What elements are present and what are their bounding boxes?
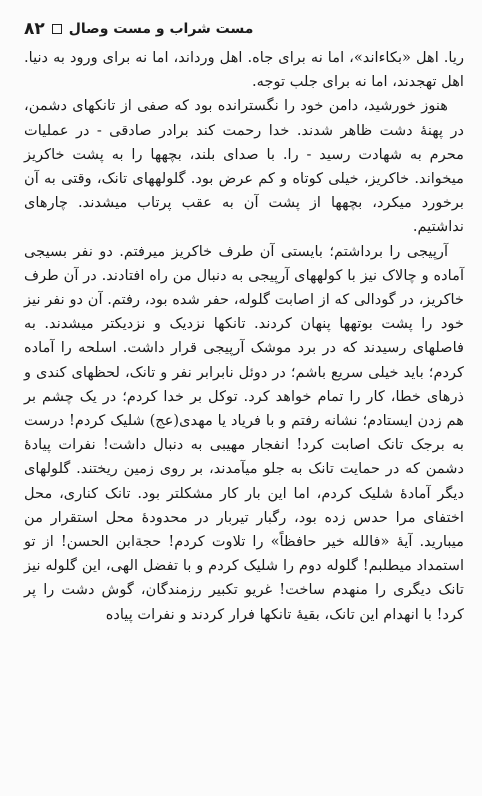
- page-header: [24, 12, 464, 46]
- running-title: مست شراب و مست وصال: [68, 21, 254, 37]
- paragraph: ریا. اهل «بکاءاند»، اما نه برای جاه. اهل ورداند، اما نه برای ورود به دنیا. اهل تهجدند، اما نه برای جلب توجه.: [24, 49, 464, 91]
- paragraph: هنوز خورشید، دامن خود را نگسترانده بود که صفی از تانکهای دشمن، در پهنهٔ دشت ظاهر شدند. خدا رحمت کند برادر صادقی - در عملیات محرم به شهادت رسید - را. با صدای بلند، بچهها را به پشت خاکریز میخواند. خاکریز، خیلی کوتاه و کم عرض بود. گلولههای تانک، وقتی به آن برخورد میکرد، بچهها از پشت آن به عقب پرتاب میشدند. چارهای نداشتیم.: [24, 97, 464, 236]
- book-page: [24, 12, 464, 784]
- paragraph: آرپیجی را برداشتم؛ بایستی آن طرف خاکریز میرفتم. دو نفر بسیجی آماده و چالاک نیز با کولههای آرپیجی به دنبال من راه افتادند. در آن طرف خاکریز، در گودالی که از اصابت گلوله، حفر شده بود، رفتم. آن دو نفر نیز خود را پشت بوتهها پنهان کردند. تانکها نزدیک و نزدیکتر میشدند. به فاصلهای رسیدند که در برد موشک آرپیجی قرار داشت. اسلحه را آماده کردم؛ باید خیلی سریع باشم؛ در دوئل نابرابر نفر و تانک، لحظهای کندی و ذرهای خطا، کار را تمام خواهد کرد. توکل بر خدا کردم؛ در یک چشم بر هم زدن ایستادم؛ نشانه رفتم و با فریاد یا مهدی(عج) شلیک کردم! درست به برجک تانک اصابت کرد! انفجار مهیبی به دنبال داشت! نفرات پیادهٔ دشمن که در حمایت تانک به جلو میآمدند، بر روی زمین ریختند. گلولهای دیگر آمادهٔ شلیک کردم، اما این بار کار مشکلتر بود. تانک کناری، محل اختفای مرا حدس زده بود، رگبار تیربار در محدودهٔ محل استقرار من میبارید. آیهٔ «فالله خیر حافظاً» را تلاوت کردم! حجةابن الحسن! از تو استمداد میطلبم! گلوله دوم را شلیک کردم و با تفضل الهی، این گلوله نیز تانک دیگری را منهدم ساخت! غریو تکبیر رزمندگان، گوش دشت را پر کرد! با انهدام این تانک، بقیهٔ تانکها فرار کردند و نفرات پیاده: [24, 242, 464, 623]
- body-text: [24, 46, 464, 627]
- header-square-icon: [52, 24, 62, 34]
- page-number: ٨٢: [24, 19, 45, 39]
